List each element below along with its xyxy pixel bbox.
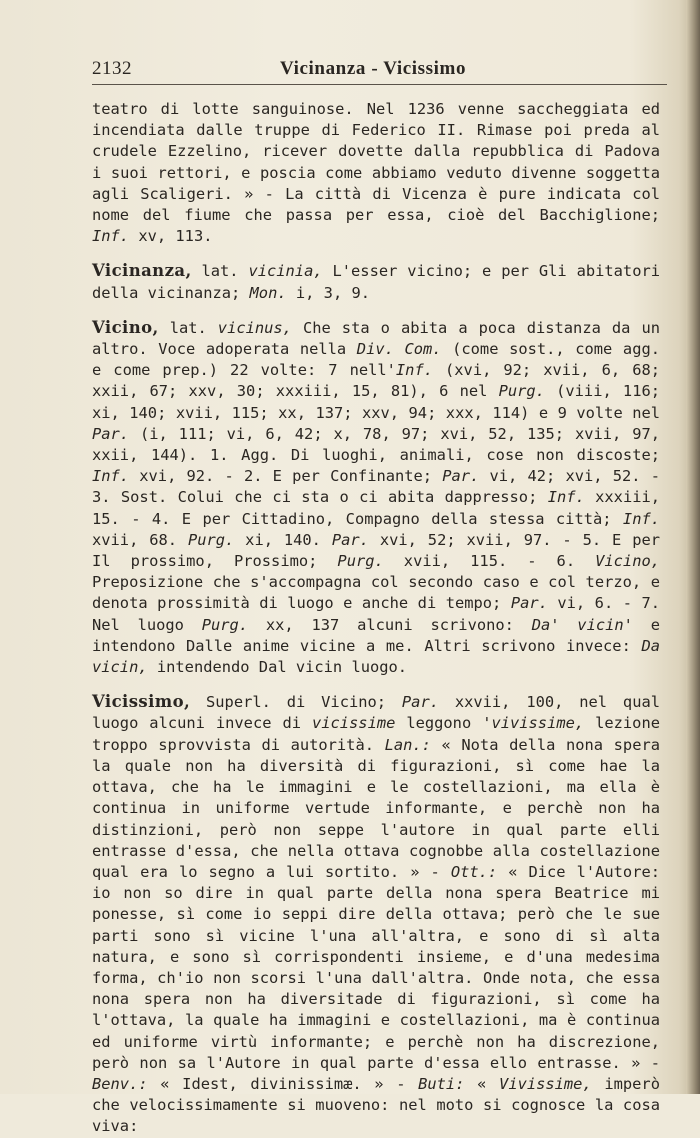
italic-run: Purg.: [498, 382, 545, 401]
text-run: « Nota della nona spera la quale non ha diversità di figurazioni, sì come hae la ottava, che ha le immagini e le costellazioni, ma ella è continua in uniforme vertude informante, e perchè non ha distinzioni, però non seppe l'autore in qual parte elli entrasse d'essa, che nella ottava cognobbe alla costellazione qual era lo segno a lui sortito. » -: [92, 735, 660, 881]
text-run: lezione troppo sprovvista di autorità.: [92, 714, 660, 754]
italic-run: Par.: [442, 467, 480, 486]
italic-run: Par.: [401, 693, 439, 712]
text-run: lat.: [191, 262, 249, 281]
text-run: xvi, 52; xvii, 97. - 5. E per Il prossimo, Prossimo;: [92, 530, 660, 571]
italic-run: Vivissime,: [499, 1074, 592, 1093]
entry-body: [92, 693, 660, 1135]
italic-run: Vicino,: [595, 552, 660, 571]
text-run: xvi, 92. - 2. E per Confinante;: [129, 467, 443, 486]
text-run: xv, 113.: [129, 227, 213, 246]
text-run: lat.: [158, 318, 218, 337]
italic-run: Purg.: [337, 552, 384, 571]
page-header: [92, 58, 667, 88]
text-run: leggono: [395, 714, 483, 733]
entry-vicinanza: [92, 260, 660, 303]
text-run: xvii, 68.: [92, 530, 188, 549]
continuation-paragraph: [92, 99, 660, 247]
text-run: xvii, 115. - 6.: [383, 552, 596, 571]
entry-body: [92, 319, 660, 676]
text-run: imperò che velocissimamente si muoveno: nel moto si cognosce la cosa viva:: [92, 1074, 660, 1136]
page-text: [92, 99, 660, 1138]
italic-run: Ott.:: [450, 862, 498, 881]
text-run: (xvi, 92; xvii, 6, 68; xxii, 67; xxv, 30; xxxiii, 15, 81), 6 nel: [92, 361, 660, 401]
italic-run: Purg.: [201, 615, 249, 634]
page-number: 2132: [92, 58, 132, 79]
italic-run: Da' vicin': [531, 615, 633, 634]
italic-run: Buti:: [418, 1074, 465, 1093]
running-title: Vicinanza - Vicissimo: [280, 58, 467, 79]
italic-run: Inf.: [547, 488, 585, 507]
text-run: i, 3, 9.: [286, 283, 371, 302]
text-run: xxxiii, 15. - 4. E per Cittadino, Compagno della stessa città;: [92, 488, 661, 528]
italic-run: Lan.:: [384, 735, 431, 754]
italic-run: Inf.: [622, 509, 660, 528]
text-run: intendendo Dal vicin luogo.: [147, 658, 408, 677]
text-run: Preposizione che s'accompagna col secondo caso e col terzo, e denota prossimità di luogo e anche di tempo;: [92, 573, 660, 613]
italic-run: Purg.: [187, 530, 235, 549]
text-run: (i, 111; vi, 6, 42; x, 78, 97; xvi, 52, 135; xvii, 97, xxii, 144). 1. Agg. Di luoghi, animali, cose non discoste;: [92, 424, 660, 465]
entry-vicino: [92, 317, 660, 678]
italic-run: vicissime: [311, 714, 396, 733]
text-run: vi, 6. - 7. Nel luogo: [92, 594, 660, 634]
italic-run: Par.: [331, 530, 369, 549]
italic-run: Inf.: [92, 227, 130, 246]
text-run: L'esser vicino; e per Gli abitatori della vicinanza;: [92, 262, 660, 302]
italic-run: Par.: [510, 594, 548, 613]
headword: Vicino,: [92, 317, 159, 337]
entry-vicissimo: [92, 691, 660, 1137]
text-run: vi, 42; xvi, 52. - 3. Sost. Colui che ci sta o ci abita dappresso;: [92, 467, 660, 507]
text-run: teatro di lotte sanguinose. Nel 1236 venne saccheggiata ed incendiata dalle truppe di Federico II. Rimase poi preda al crudele Ezzelino, ricever dovette dalla repubblica di Padova i suoi rettori, e poscia come abbiamo veduto divenne soggetta agli Scaligeri. » - La città di Vicenza è pure indicata col nome del fiume che passa per essa, cioè del Bacchiglione;: [92, 100, 660, 225]
italic-run: Inf.: [395, 361, 433, 380]
italic-run: Par.: [92, 424, 130, 443]
text-run: xxvii, 100, nel qual luogo alcuni invece di: [92, 693, 660, 733]
headword: Vicinanza,: [92, 261, 192, 281]
italic-run: vicinus,: [217, 318, 292, 337]
italic-run: 'vivissime,: [482, 714, 585, 733]
italic-run: Div. Com.: [356, 340, 442, 359]
italic-run: Inf.: [92, 467, 130, 486]
text-run: xi, 140.: [234, 530, 332, 549]
italic-run: Da vicin,: [92, 636, 660, 677]
text-run: Che sta o abita a poca distanza da un altro. Voce adoperata nella: [92, 318, 660, 359]
text-run: e intendono Dalle anime vicine a me. Altri scrivono invece:: [92, 615, 660, 655]
text-run: « Dice l'Autore: io non so dire in qual parte della nona spera Beatrice mi ponesse, sì come io seppi dire della ottava; però che le sue parti sono sì vicine l'una all'altra, e sono di sì alta natura, e sono sì corrispondenti insieme, e d'una medesima forma, ch'io non scorsi l'una dall'altra. Onde nota, che essa nona spera non ha diversitade di figurazioni, sì come ha l'ottava, la quale ha immagini e costellazioni, ma è continua ed uniforme virtù informante; e perchè non ha discrezione, però non sa l'Autore in qual parte d'essa ello entrasse. » -: [92, 862, 660, 1072]
headword: Vicissimo,: [92, 692, 191, 712]
text-run: (come sost., come agg. e come prep.) 22 volte: 7 nell': [92, 340, 660, 380]
italic-run: Benv.:: [92, 1074, 148, 1093]
italic-run: vicinia,: [248, 262, 323, 281]
text-run: (viii, 116; xi, 140; xvii, 115; xx, 137; xxv, 94; xxx, 114) e 9 volte nel: [92, 382, 660, 422]
book-spine-shadow: [686, 0, 700, 1094]
header-rule: [92, 84, 667, 85]
text-run: « Idest, divinissimæ. » -: [147, 1074, 419, 1093]
italic-run: Mon.: [249, 283, 287, 302]
text-run: Superl. di Vicino;: [190, 693, 402, 712]
text-run: xx, 137 alcuni scrivono:: [248, 615, 532, 634]
text-run: «: [464, 1074, 500, 1093]
